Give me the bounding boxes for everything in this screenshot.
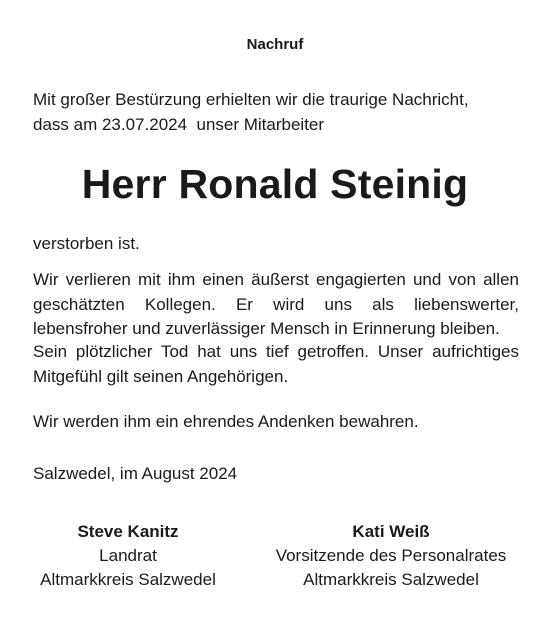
signatory-organization: Altmarkkreis Salzwedel — [40, 570, 216, 589]
signatory-right — [262, 520, 520, 592]
paragraph-remembrance: Wir werden ihm ein ehrendes Andenken bewahren. — [33, 412, 419, 431]
paragraph-deceased: verstorben ist. — [33, 234, 140, 253]
intro-line-2: dass am 23.07.2024 unser Mitarbeiter — [33, 114, 325, 134]
paragraph-tribute: Wir verlieren mit ihm einen äußerst engagierten und von allen geschätzten Kollegen. Er wird uns als liebenswerter, lebensfroher und zuverlässiger Mensch in Erinnerung bleiben. — [33, 270, 519, 338]
signatory-name: Steve Kanitz — [77, 522, 179, 541]
signatory-name: Kati Weiß — [352, 522, 430, 541]
intro-line-1: Mit großer Bestürzung erhielten wir die traurige Nachricht, — [33, 90, 469, 109]
intro-text — [33, 88, 519, 137]
signatory-left — [18, 520, 238, 592]
notice-heading: Nachruf — [246, 36, 304, 53]
signatory-organization: Altmarkkreis Salzwedel — [303, 570, 479, 589]
place-date: Salzwedel, im August 2024 — [33, 464, 238, 483]
signatory-role: Vorsitzende des Personalrates — [275, 546, 507, 565]
deceased-name: Herr Ronald Steinig — [81, 161, 469, 207]
paragraph-condolence: Sein plötzlicher Tod hat uns tief getroffen. Unser aufrichtiges Mitgefühl gilt seinen Angehörigen. — [33, 342, 519, 386]
signatory-role: Landrat — [99, 546, 157, 565]
